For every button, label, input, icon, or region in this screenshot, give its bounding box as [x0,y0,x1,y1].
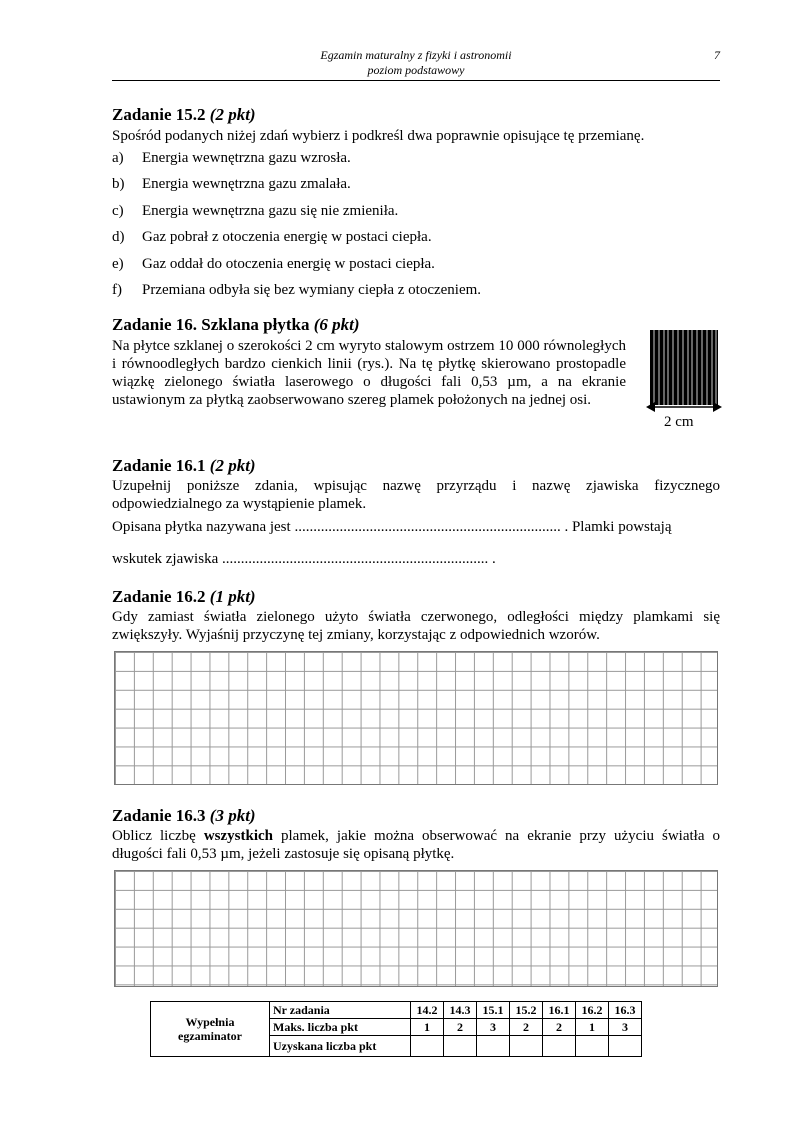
grating-line [687,330,689,405]
grating-line [658,330,660,405]
obtained-points-cell[interactable] [411,1036,444,1057]
task-16-points: (6 pkt) [313,315,360,334]
task-num-cell: 15.1 [477,1002,510,1019]
task-16-3-title: Zadanie 16.3 (3 pkt) [112,806,256,825]
option-b[interactable]: b) Energia wewnętrzna gazu zmalała. [112,176,351,192]
option-f[interactable]: f) Przemiana odbyła się bez wymiany ciepła z otoczeniem. [112,282,482,298]
task-16-2-points: (1 pkt) [209,587,256,606]
option-c[interactable]: c) Energia wewnętrzna gazu się nie zmieniła. [112,203,399,219]
task-16-text: Na płytce szklanej o szerokości 2 cm wyryto stalowym ostrzem 10 000 równoległych i równoodległych bardzo cienkich linii (rys.). Na tę płytkę skierowano prostopadle wiązkę zielonego światła laserowego o długości fali 0,53 µm, a na ekranie ustawionym za płytką zaobserwowano szereg plamek położonych na jednej osi. [112,338,626,408]
grating-line [667,330,669,405]
grating-line [696,330,698,405]
task-num-cell: 14.3 [444,1002,477,1019]
max-points-cell: 1 [576,1019,609,1036]
grating-line [653,330,655,405]
max-points-cell: 1 [411,1019,444,1036]
task-15-2-intro: Spośród podanych niżej zdań wybierz i podkreśl dwa poprawnie opisujące tę przemianę. [112,128,645,144]
obtained-points-cell[interactable] [576,1036,609,1057]
max-points-cell: 2 [444,1019,477,1036]
option-a[interactable]: a) Energia wewnętrzna gazu wzrosła. [112,150,351,166]
grating-plate-figure [650,330,718,405]
obtained-points-cell[interactable] [609,1036,642,1057]
width-arrow-icon [646,400,722,414]
score-table [150,1001,642,1057]
max-points-cell: 2 [510,1019,543,1036]
task-num-cell: 16.3 [609,1002,642,1019]
grating-line [715,330,717,405]
grating-line [711,330,713,405]
option-e[interactable]: e) Gaz oddał do otoczenia energię w postaci ciepła. [112,256,435,272]
figure-width-label: 2 cm [664,414,694,430]
obtained-points-cell[interactable] [510,1036,543,1057]
grating-line [701,330,703,405]
obtained-points-cell[interactable] [444,1036,477,1057]
task-16-3-text: Oblicz liczbę wszystkich plamek, jakie można obserwować na ekranie przy użyciu światła o długości fali 0,53 µm, jeżeli zastosuje się opisaną płytkę. [112,828,720,862]
header-divider [112,80,720,81]
answer-grid-16-2[interactable] [114,651,718,785]
max-points-cell: 3 [477,1019,510,1036]
grating-line [706,330,708,405]
grating-line [672,330,674,405]
header-level: poziom podstawowy [367,63,465,77]
task-16-2-text: Gdy zamiast światła zielonego użyto światła czerwonego, odległości między plamkami się zwiększyły. Wyjaśnij przyczynę tej zmiany, korzystając z odpowiednich wzorów. [112,609,720,643]
task-16-1-title: Zadanie 16.1 (2 pkt) [112,456,256,475]
task-num-cell: 15.2 [510,1002,543,1019]
task-num-cell: 16.2 [576,1002,609,1019]
answer-line-phenomenon[interactable]: wskutek zjawiska ....................................................................... . [112,551,496,567]
answer-grid-16-3[interactable] [114,870,718,987]
grating-line [677,330,679,405]
row-label-max-points: Maks. liczba pkt [270,1019,411,1036]
examiner-label: Wypełnia egzaminator [151,1002,270,1057]
obtained-points-cell[interactable] [477,1036,510,1057]
task-16-2-title: Zadanie 16.2 (1 pkt) [112,587,256,606]
task-num-cell: 14.2 [411,1002,444,1019]
grating-line [682,330,684,405]
header-exam-title: Egzamin maturalny z fizyki i astronomii [320,48,512,62]
task-16-title: Zadanie 16. Szklana płytka (6 pkt) [112,315,360,334]
answer-line-instrument[interactable]: Opisana płytka nazywana jest ....................................................................... . Plamki powstają [112,519,672,535]
max-points-cell: 3 [609,1019,642,1036]
grating-line [663,330,665,405]
option-d[interactable]: d) Gaz pobrał z otoczenia energię w postaci ciepła. [112,229,432,245]
row-label-task-number: Nr zadania [270,1002,411,1019]
obtained-points-cell[interactable] [543,1036,576,1057]
page-header [112,48,720,78]
task-15-2-title: Zadanie 15.2 (2 pkt) [112,105,256,124]
task-num-cell: 16.1 [543,1002,576,1019]
task-16-1-points: (2 pkt) [209,456,256,475]
task-16-3-points: (3 pkt) [209,806,256,825]
max-points-cell: 2 [543,1019,576,1036]
emphasis-all: wszystkich [203,828,273,844]
grating-line [691,330,693,405]
task-15-2-points: (2 pkt) [209,105,256,124]
task-16-1-intro: Uzupełnij poniższe zdania, wpisując nazwę przyrządu i nazwę zjawiska fizycznego odpowiedzialnego za wystąpienie plamek. [112,478,720,512]
row-label-obtained-points: Uzyskana liczba pkt [270,1036,411,1057]
page-number: 7 [714,48,720,62]
